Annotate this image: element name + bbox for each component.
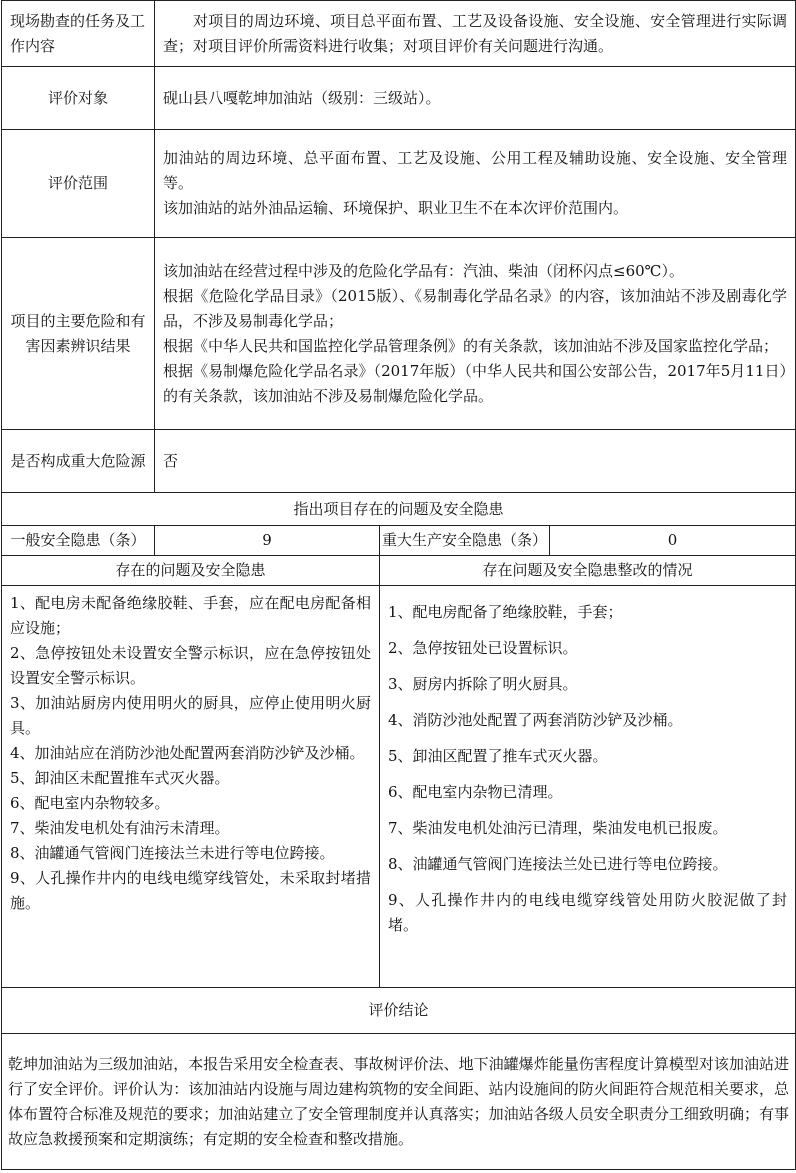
rectification-item: 5、卸油区配置了推车式灭火器。 <box>388 747 608 765</box>
major-hazard-source-value: 否 <box>155 430 796 493</box>
major-hazard-source-label: 是否构成重大危险源 <box>2 430 155 493</box>
evaluation-scope-content <box>155 130 796 238</box>
rectifications-header: 存在问题及安全隐患整改的情况 <box>380 556 796 586</box>
general-hazard-count-label: 一般安全隐患（条） <box>2 526 155 556</box>
site-survey-text: 对项目的周边环境、项目总平面布置、工艺及设备设施、安全设施、安全管理进行实际调查；对项目评价所需资料进行收集；对项目评价有关问题进行沟通。 <box>163 11 788 55</box>
problem-item: 4、加油站应在消防沙池处配置两套消防沙铲及沙桶。 <box>10 744 365 762</box>
major-hazard-count: 0 <box>550 526 796 556</box>
rectification-item: 6、配电室内杂物已清理。 <box>388 783 563 801</box>
hazard-paragraph: 根据《危险化学品目录》（2015版）、《易制毒化学品名录》的内容，该加油站不涉及剧毒化学品，不涉及易制毒化学品； <box>163 286 788 330</box>
evaluation-object-content <box>155 67 796 130</box>
row-issue-details <box>2 586 796 988</box>
problem-item: 8、油罐通气管阀门连接法兰未进行等电位跨接。 <box>10 844 335 862</box>
site-survey-content <box>155 1 796 67</box>
problem-item: 3、加油站厨房内使用明火的厨具，应停止使用明火厨具。 <box>10 694 371 737</box>
scope-paragraph: 加油站的周边环境、总平面布置、工艺及设施、公用工程及辅助设施、安全设施、安全管理等。 <box>163 149 788 192</box>
rectification-item: 8、油罐通气管阀门连接法兰处已进行等电位跨接。 <box>388 855 728 873</box>
row-hazard-identification <box>2 238 796 430</box>
row-evaluation-scope <box>2 130 796 238</box>
issues-heading: 指出项目存在的问题及安全隐患 <box>2 493 796 526</box>
problem-item: 9、人孔操作井内的电线电缆穿线管处，未采取封堵措施。 <box>10 869 371 912</box>
general-hazard-count: 9 <box>155 526 380 556</box>
problem-item: 1、配电房未配备绝缘胶鞋、手套，应在配电房配备相应设施； <box>10 594 371 637</box>
conclusion-heading: 评价结论 <box>2 988 796 1034</box>
rectification-item: 9、人孔操作井内的电线电缆穿线管处用防火胶泥做了封堵。 <box>388 891 788 934</box>
problem-item: 6、配电室内杂物较多。 <box>10 794 170 812</box>
evaluation-object-text: 砚山县八嘎乾坤加油站（级别：三级站）。 <box>163 88 441 107</box>
row-major-hazard-source <box>2 430 796 493</box>
rectification-item: 3、厨房内拆除了明火厨具。 <box>388 675 578 693</box>
problems-list <box>2 586 380 988</box>
row-hazard-counts <box>2 526 796 556</box>
rectification-item: 1、配电房配备了绝缘胶鞋，手套； <box>388 603 623 621</box>
hazard-paragraph: 根据《中华人民共和国监控化学品管理条例》的有关条款，该加油站不涉及国家监控化学品； <box>163 336 779 355</box>
row-conclusion-heading <box>2 988 796 1034</box>
row-issues-heading <box>2 493 796 526</box>
hazard-paragraph: 该加油站在经营过程中涉及的危险化学品有：汽油、柴油（闭杯闪点≤60℃）。 <box>163 261 684 280</box>
hazard-identification-label: 项目的主要危险和有害因素辨识结果 <box>2 238 155 430</box>
evaluation-object-label: 评价对象 <box>2 67 155 130</box>
site-survey-label: 现场勘查的任务及工作内容 <box>2 1 155 67</box>
hazard-identification-content <box>155 238 796 430</box>
evaluation-table <box>1 0 796 1170</box>
evaluation-scope-label: 评价范围 <box>2 130 155 238</box>
rectification-item: 2、急停按钮处已设置标识。 <box>388 639 578 657</box>
row-site-survey <box>2 1 796 67</box>
conclusion-text: 乾坤加油站为三级加油站，本报告采用安全检查表、事故树评价法、地下油罐爆炸能量伤害程度计算模型对该加油站进行了安全评价。评价认为：该加油站内设施与周边建构筑物的安全间距、站内设施间的防火间距符合规范相关要求，总体布置符合标准及规范的要求；加油站建立了安全管理制度并认真落实；加油站各级人员安全职责分工细致明确；有事故应急救援预案和定期演练；有定期的安全检查和整改措施。 <box>2 1034 796 1170</box>
row-issue-column-headers <box>2 556 796 586</box>
row-evaluation-object <box>2 67 796 130</box>
problem-item: 7、柴油发电机处有油污未清理。 <box>10 819 230 837</box>
rectification-item: 4、消防沙池处配置了两套消防沙铲及沙桶。 <box>388 711 683 729</box>
rectifications-list <box>380 586 796 988</box>
problems-header: 存在的问题及安全隐患 <box>2 556 380 586</box>
problem-item: 2、急停按钮处未设置安全警示标识，应在急停按钮处设置安全警示标识。 <box>10 644 371 687</box>
major-hazard-count-label: 重大生产安全隐患（条） <box>380 526 550 556</box>
row-conclusion-text <box>2 1034 796 1170</box>
rectification-item: 7、柴油发电机处油污已清理，柴油发电机已报废。 <box>388 819 728 837</box>
hazard-paragraph: 根据《易制爆危险化学品名录》（2017年版）（中华人民共和国公安部公告，2017年5月11日）的有关条款，该加油站不涉及易制爆危险化学品。 <box>163 361 788 405</box>
problem-item: 5、卸油区未配置推车式灭火器。 <box>10 769 230 787</box>
scope-paragraph: 该加油站的站外油品运输、环境保护、职业卫生不在本次评价范围内。 <box>163 199 629 217</box>
